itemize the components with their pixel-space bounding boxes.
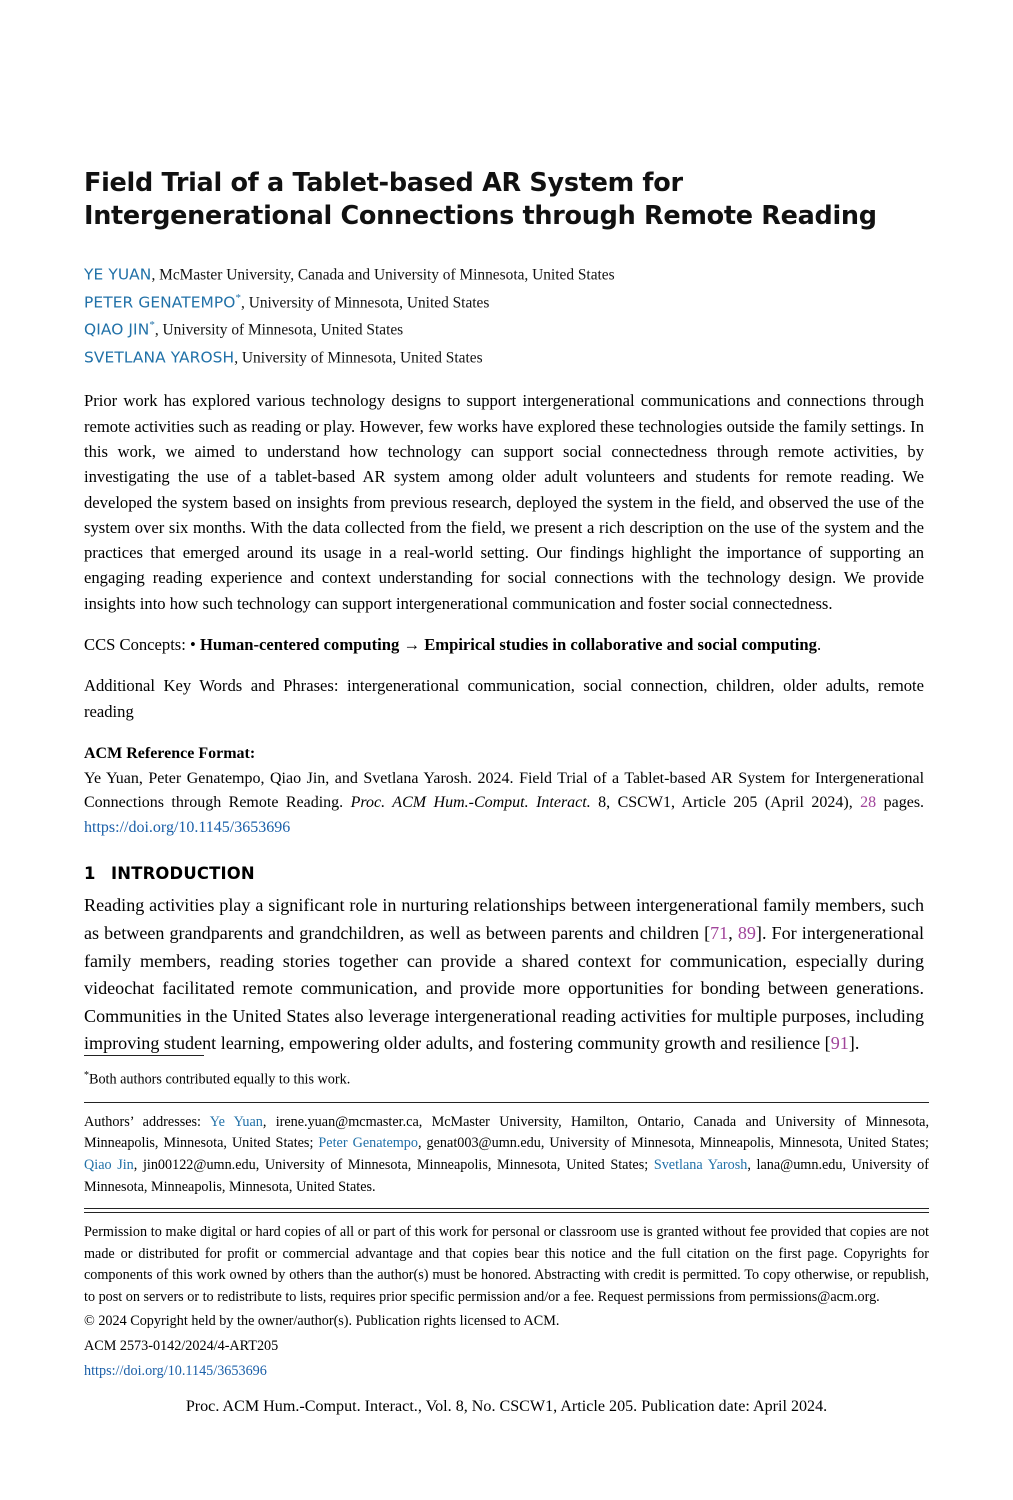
ccs-concepts xyxy=(84,632,924,657)
address-author-detail: , irene.yuan@mcmaster.ca, McMaster University, Hamilton, Ontario, Canada and University of Minnesota, Minneapolis, Minnesota, United States; xyxy=(84,1113,929,1152)
author-entry xyxy=(84,287,924,315)
citation-89[interactable]: 89 xyxy=(737,922,756,943)
author-name[interactable]: PETER GENATEMPO xyxy=(84,292,236,311)
keywords-terms: intergenerational communication, social connection, children, older adults, remote reading xyxy=(84,676,925,721)
intro-text-part-1: Reading activities play a significant role in nurturing relationships between intergenerational family members, such as between grandparents and grandchildren, as well as between parents and children [ xyxy=(84,895,924,943)
keywords-label: Additional Key Words and Phrases: xyxy=(84,676,339,696)
authors-addresses xyxy=(84,1103,929,1208)
address-author-name[interactable]: Qiao Jin xyxy=(84,1156,134,1173)
intro-text-part-3: ]. xyxy=(848,1033,860,1054)
address-author-detail: , lana@umn.edu, University of Minnesota, Minneapolis, Minnesota, United States. xyxy=(84,1156,929,1195)
address-author-detail: , jin00122@umn.edu, University of Minnesota, Minneapolis, Minnesota, United States; xyxy=(133,1156,649,1173)
author-affiliation: , University of Minnesota, United States xyxy=(234,349,483,367)
reference-year: 2024. xyxy=(477,769,514,787)
address-author-name[interactable]: Ye Yuan xyxy=(209,1113,263,1130)
ccs-arrow-icon: → xyxy=(403,635,421,655)
section-heading-introduction xyxy=(84,864,924,883)
reference-format-heading: ACM Reference Format: xyxy=(84,744,256,762)
footnote-rule-short xyxy=(84,1055,204,1056)
issn-line: ACM 2573-0142/2024/4-ART205 xyxy=(84,1338,279,1355)
author-name[interactable]: SVETLANA YAROSH xyxy=(84,348,235,367)
reference-venue: Proc. ACM Hum.-Comput. Interact. xyxy=(350,794,591,812)
address-author-detail: , genat003@umn.edu, University of Minnesota, Minneapolis, Minnesota, United States; xyxy=(417,1135,929,1152)
footnote-zone xyxy=(84,1055,929,1382)
footnote-doi-link[interactable]: https://doi.org/10.1145/3653696 xyxy=(84,1362,267,1379)
page-footer: Proc. ACM Hum.-Comput. Interact., Vol. 8, No. CSCW1, Article 205. Publication date: April 2024. xyxy=(185,1398,828,1415)
citation-separator: , xyxy=(728,922,738,943)
author-entry xyxy=(84,314,924,342)
author-name[interactable]: QIAO JIN xyxy=(84,320,150,339)
author-name[interactable]: YE YUAN xyxy=(84,265,152,284)
acm-reference-format xyxy=(84,742,924,840)
address-author-name[interactable]: Svetlana Yarosh xyxy=(653,1156,748,1173)
page-title: Field Trial of a Tablet-based AR System for Intergenerational Connections through Remote Reading xyxy=(84,168,877,231)
section-number: 1 xyxy=(84,864,96,884)
ccs-terminator: . xyxy=(816,635,822,655)
section-title: INTRODUCTION xyxy=(111,864,255,884)
author-affiliation: , McMaster University, Canada and University of Minnesota, United States xyxy=(151,266,615,284)
author-footnote-marker: * xyxy=(235,291,242,304)
equal-contribution-text: Both authors contributed equally to this work. xyxy=(89,1071,351,1088)
citation-91[interactable]: 91 xyxy=(830,1033,849,1054)
ccs-bullet: • xyxy=(190,635,196,655)
reference-title: Field Trial of a Tablet-based AR System for Intergenerational Connections through Remote Reading. xyxy=(84,769,925,812)
reference-page-count[interactable]: 28 xyxy=(860,794,877,812)
citation-71[interactable]: 71 xyxy=(710,922,729,943)
reference-volume-info: 8, CSCW1, Article 205 (April 2024), xyxy=(598,794,853,812)
author-entry xyxy=(84,259,924,287)
addresses-label: Authors’ addresses: xyxy=(84,1113,201,1130)
author-entry xyxy=(84,342,924,370)
author-affiliation: , University of Minnesota, United States xyxy=(241,293,490,311)
author-footnote-marker: * xyxy=(149,319,155,332)
introduction-paragraph xyxy=(84,892,924,1058)
asterisk-icon: * xyxy=(84,1070,89,1081)
reference-pages-word: pages. xyxy=(883,794,925,812)
ccs-primary-concept: Human-centered computing xyxy=(200,635,400,655)
permission-notice: Permission to make digital or hard copies of all or part of this work for personal or classroom use is granted without fee provided that copies are not made or distributed for profit or commercial advantage and that copies bear this notice and the full citation on the first page. Copyrights for components of this work owned by others than the author(s) must be honored. Abstracting with credit is permitted. To copy otherwise, or republish, to post on servers or to redistribute to lists, requires prior specific permission and/or a fee. Request permissions from permissions@acm.org. xyxy=(84,1224,929,1305)
copyright-line: © 2024 Copyright held by the owner/author(s). Publication rights licensed to ACM. xyxy=(84,1313,560,1330)
ccs-secondary-concept: Empirical studies in collaborative and social computing xyxy=(424,635,817,655)
abstract-text: Prior work has explored various technology designs to support intergenerational communications and connections through remote activities such as reading or play. However, few works have explored these technologies outside the family settings. In this work, we aimed to understand how technology can support social connectedness through remote activities, by investigating the use of a tablet-based AR system among older adult volunteers and students for remote reading. We developed the system based on insights from previous research, deployed the system in the field, and observed the use of the system over six months. With the data collected from the field, we present a rich description on the use of the system and the practices that emerged around its usage in a real-world setting. Our findings highlight the importance of supporting an engaging reading experience and context understanding for social connections with the technology design. We provide insights into how such technology can support intergenerational communication and foster social connectedness. xyxy=(84,391,924,613)
author-list xyxy=(84,259,924,369)
reference-doi-link[interactable]: https://doi.org/10.1145/3653696 xyxy=(84,818,291,836)
intro-text-part-2: ]. For intergenerational family members, reading stories together can provide a shared context for communication, especially during videochat facilitated remote communication, and provide more opportunities for bonding between generations. Communities in the United States also leverage intergenerational reading activities for multiple purposes, including improving student learning, empowering older adults, and fostering community growth and resilience [ xyxy=(84,922,925,1054)
ccs-label: CCS Concepts: xyxy=(84,635,186,655)
equal-contribution-note xyxy=(84,1065,929,1102)
keywords-block xyxy=(84,673,924,724)
address-author-name[interactable]: Peter Genatempo xyxy=(318,1135,418,1152)
reference-authors: Ye Yuan, Peter Genatempo, Qiao Jin, and Svetlana Yarosh. xyxy=(84,769,473,787)
author-affiliation: , University of Minnesota, United States xyxy=(154,321,404,339)
